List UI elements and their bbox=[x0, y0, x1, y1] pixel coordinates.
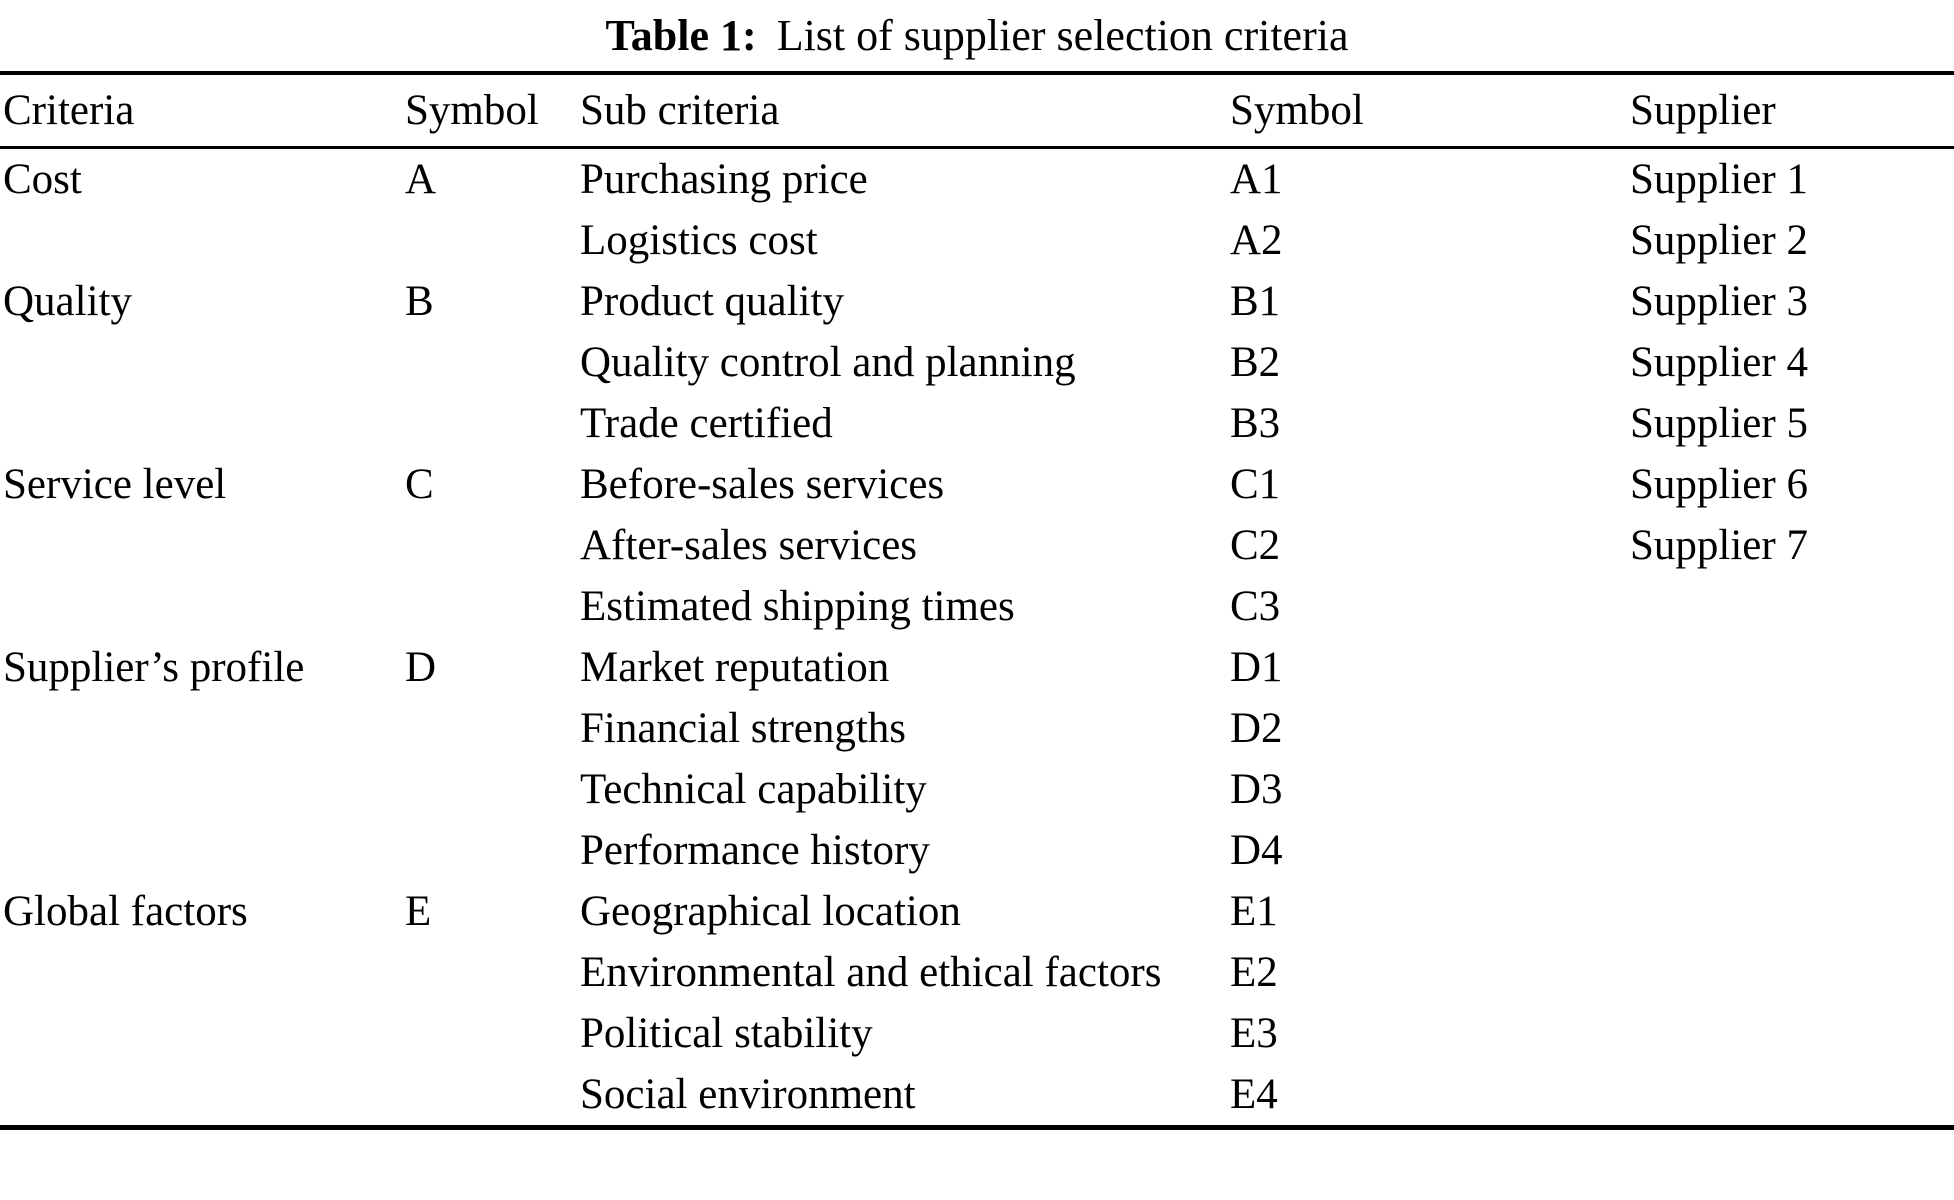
cell-symbol bbox=[405, 942, 580, 1003]
cell-supplier bbox=[1630, 1064, 1954, 1128]
header-criteria: Criteria bbox=[0, 73, 405, 148]
table-row bbox=[0, 210, 1954, 271]
cell-sub-symbol: C3 bbox=[1230, 583, 1281, 630]
cell-symbol bbox=[405, 393, 580, 454]
cell-criteria bbox=[0, 759, 405, 820]
table-row bbox=[0, 332, 1954, 393]
cell-sub-symbol: D2 bbox=[1230, 705, 1283, 752]
cell-sub-criteria: Before-sales services bbox=[580, 461, 945, 508]
cell-symbol bbox=[405, 759, 580, 820]
cell-symbol: B bbox=[405, 278, 434, 325]
cell-sub-criteria: Environmental and ethical factors bbox=[580, 949, 1162, 996]
table-row bbox=[0, 881, 1954, 942]
cell-sub-symbol: D1 bbox=[1230, 644, 1283, 691]
cell-criteria bbox=[0, 210, 405, 271]
cell-supplier bbox=[1630, 759, 1954, 820]
cell-sub-symbol: A2 bbox=[1230, 217, 1283, 264]
cell-supplier: Supplier 3 bbox=[1630, 278, 1808, 325]
cell-criteria: Cost bbox=[3, 156, 82, 203]
header-row bbox=[0, 73, 1954, 148]
cell-criteria bbox=[0, 1064, 405, 1128]
cell-criteria bbox=[0, 515, 405, 576]
cell-sub-symbol: B1 bbox=[1230, 278, 1281, 325]
cell-sub-symbol: B2 bbox=[1230, 339, 1281, 386]
cell-sub-criteria: Product quality bbox=[580, 278, 844, 325]
cell-supplier: Supplier 6 bbox=[1630, 461, 1808, 508]
header-symbol: Symbol bbox=[405, 73, 580, 148]
cell-supplier bbox=[1630, 881, 1954, 942]
cell-sub-criteria: Financial strengths bbox=[580, 705, 907, 752]
cell-criteria: Service level bbox=[3, 461, 227, 508]
cell-symbol: C bbox=[405, 461, 434, 508]
cell-sub-criteria: Social environment bbox=[580, 1071, 916, 1118]
table-caption bbox=[0, 0, 1954, 71]
cell-symbol: A bbox=[405, 156, 437, 203]
cell-symbol: D bbox=[405, 644, 437, 691]
cell-sub-criteria: Market reputation bbox=[580, 644, 890, 691]
cell-sub-criteria: Quality control and planning bbox=[580, 339, 1076, 386]
cell-sub-criteria: Purchasing price bbox=[580, 156, 868, 203]
cell-criteria: Quality bbox=[3, 278, 132, 325]
cell-symbol: E bbox=[405, 888, 432, 935]
cell-sub-symbol: C2 bbox=[1230, 522, 1281, 569]
cell-supplier bbox=[1630, 820, 1954, 881]
cell-supplier bbox=[1630, 1003, 1954, 1064]
cell-symbol bbox=[405, 576, 580, 637]
cell-supplier: Supplier 2 bbox=[1630, 217, 1808, 264]
table-body bbox=[0, 148, 1954, 1128]
cell-sub-symbol: B3 bbox=[1230, 400, 1281, 447]
table-row bbox=[0, 148, 1954, 211]
cell-criteria bbox=[0, 942, 405, 1003]
header-sub-symbol: Symbol bbox=[1230, 73, 1630, 148]
cell-supplier bbox=[1630, 637, 1954, 698]
cell-supplier: Supplier 1 bbox=[1630, 156, 1808, 203]
cell-symbol bbox=[405, 1003, 580, 1064]
cell-criteria bbox=[0, 393, 405, 454]
cell-sub-criteria: After-sales services bbox=[580, 522, 918, 569]
cell-sub-symbol: C1 bbox=[1230, 461, 1281, 508]
cell-sub-criteria: Performance history bbox=[580, 827, 930, 874]
table-caption-title: List of supplier selection criteria bbox=[776, 11, 1349, 60]
cell-symbol bbox=[405, 210, 580, 271]
cell-supplier bbox=[1630, 698, 1954, 759]
cell-supplier: Supplier 7 bbox=[1630, 522, 1808, 569]
table-row bbox=[0, 820, 1954, 881]
table-row bbox=[0, 515, 1954, 576]
cell-sub-criteria: Logistics cost bbox=[580, 217, 818, 264]
cell-supplier: Supplier 5 bbox=[1630, 400, 1808, 447]
table-caption-label: Table 1: bbox=[605, 11, 757, 60]
cell-supplier bbox=[1630, 576, 1954, 637]
cell-sub-symbol: D3 bbox=[1230, 766, 1283, 813]
cell-symbol bbox=[405, 1064, 580, 1128]
cell-supplier bbox=[1630, 942, 1954, 1003]
cell-sub-criteria: Technical capability bbox=[580, 766, 927, 813]
table-row bbox=[0, 698, 1954, 759]
cell-sub-criteria: Estimated shipping times bbox=[580, 583, 1015, 630]
table-row bbox=[0, 1064, 1954, 1128]
cell-sub-criteria: Geographical location bbox=[580, 888, 961, 935]
cell-symbol bbox=[405, 698, 580, 759]
cell-symbol bbox=[405, 515, 580, 576]
cell-criteria: Global factors bbox=[3, 888, 248, 935]
cell-sub-symbol: E3 bbox=[1230, 1010, 1278, 1057]
cell-criteria bbox=[0, 1003, 405, 1064]
cell-sub-criteria: Trade certified bbox=[580, 400, 833, 447]
table-row bbox=[0, 942, 1954, 1003]
table-row bbox=[0, 576, 1954, 637]
cell-sub-symbol: D4 bbox=[1230, 827, 1283, 874]
cell-sub-symbol: E1 bbox=[1230, 888, 1278, 935]
cell-criteria bbox=[0, 698, 405, 759]
cell-sub-symbol: E4 bbox=[1230, 1071, 1278, 1118]
cell-symbol bbox=[405, 820, 580, 881]
table-row bbox=[0, 759, 1954, 820]
table-row bbox=[0, 454, 1954, 515]
supplier-criteria-table bbox=[0, 71, 1954, 1130]
cell-criteria bbox=[0, 820, 405, 881]
cell-sub-symbol: E2 bbox=[1230, 949, 1278, 996]
table-header bbox=[0, 73, 1954, 148]
cell-sub-criteria: Political stability bbox=[580, 1010, 873, 1057]
table-row bbox=[0, 271, 1954, 332]
header-supplier: Supplier bbox=[1630, 73, 1954, 148]
cell-supplier: Supplier 4 bbox=[1630, 339, 1808, 386]
cell-sub-symbol: A1 bbox=[1230, 156, 1283, 203]
cell-criteria bbox=[0, 576, 405, 637]
header-sub-criteria: Sub criteria bbox=[580, 73, 1230, 148]
cell-symbol bbox=[405, 332, 580, 393]
cell-criteria: Supplier’s profile bbox=[3, 644, 305, 691]
table-row bbox=[0, 637, 1954, 698]
table-row bbox=[0, 1003, 1954, 1064]
table-row bbox=[0, 393, 1954, 454]
cell-criteria bbox=[0, 332, 405, 393]
